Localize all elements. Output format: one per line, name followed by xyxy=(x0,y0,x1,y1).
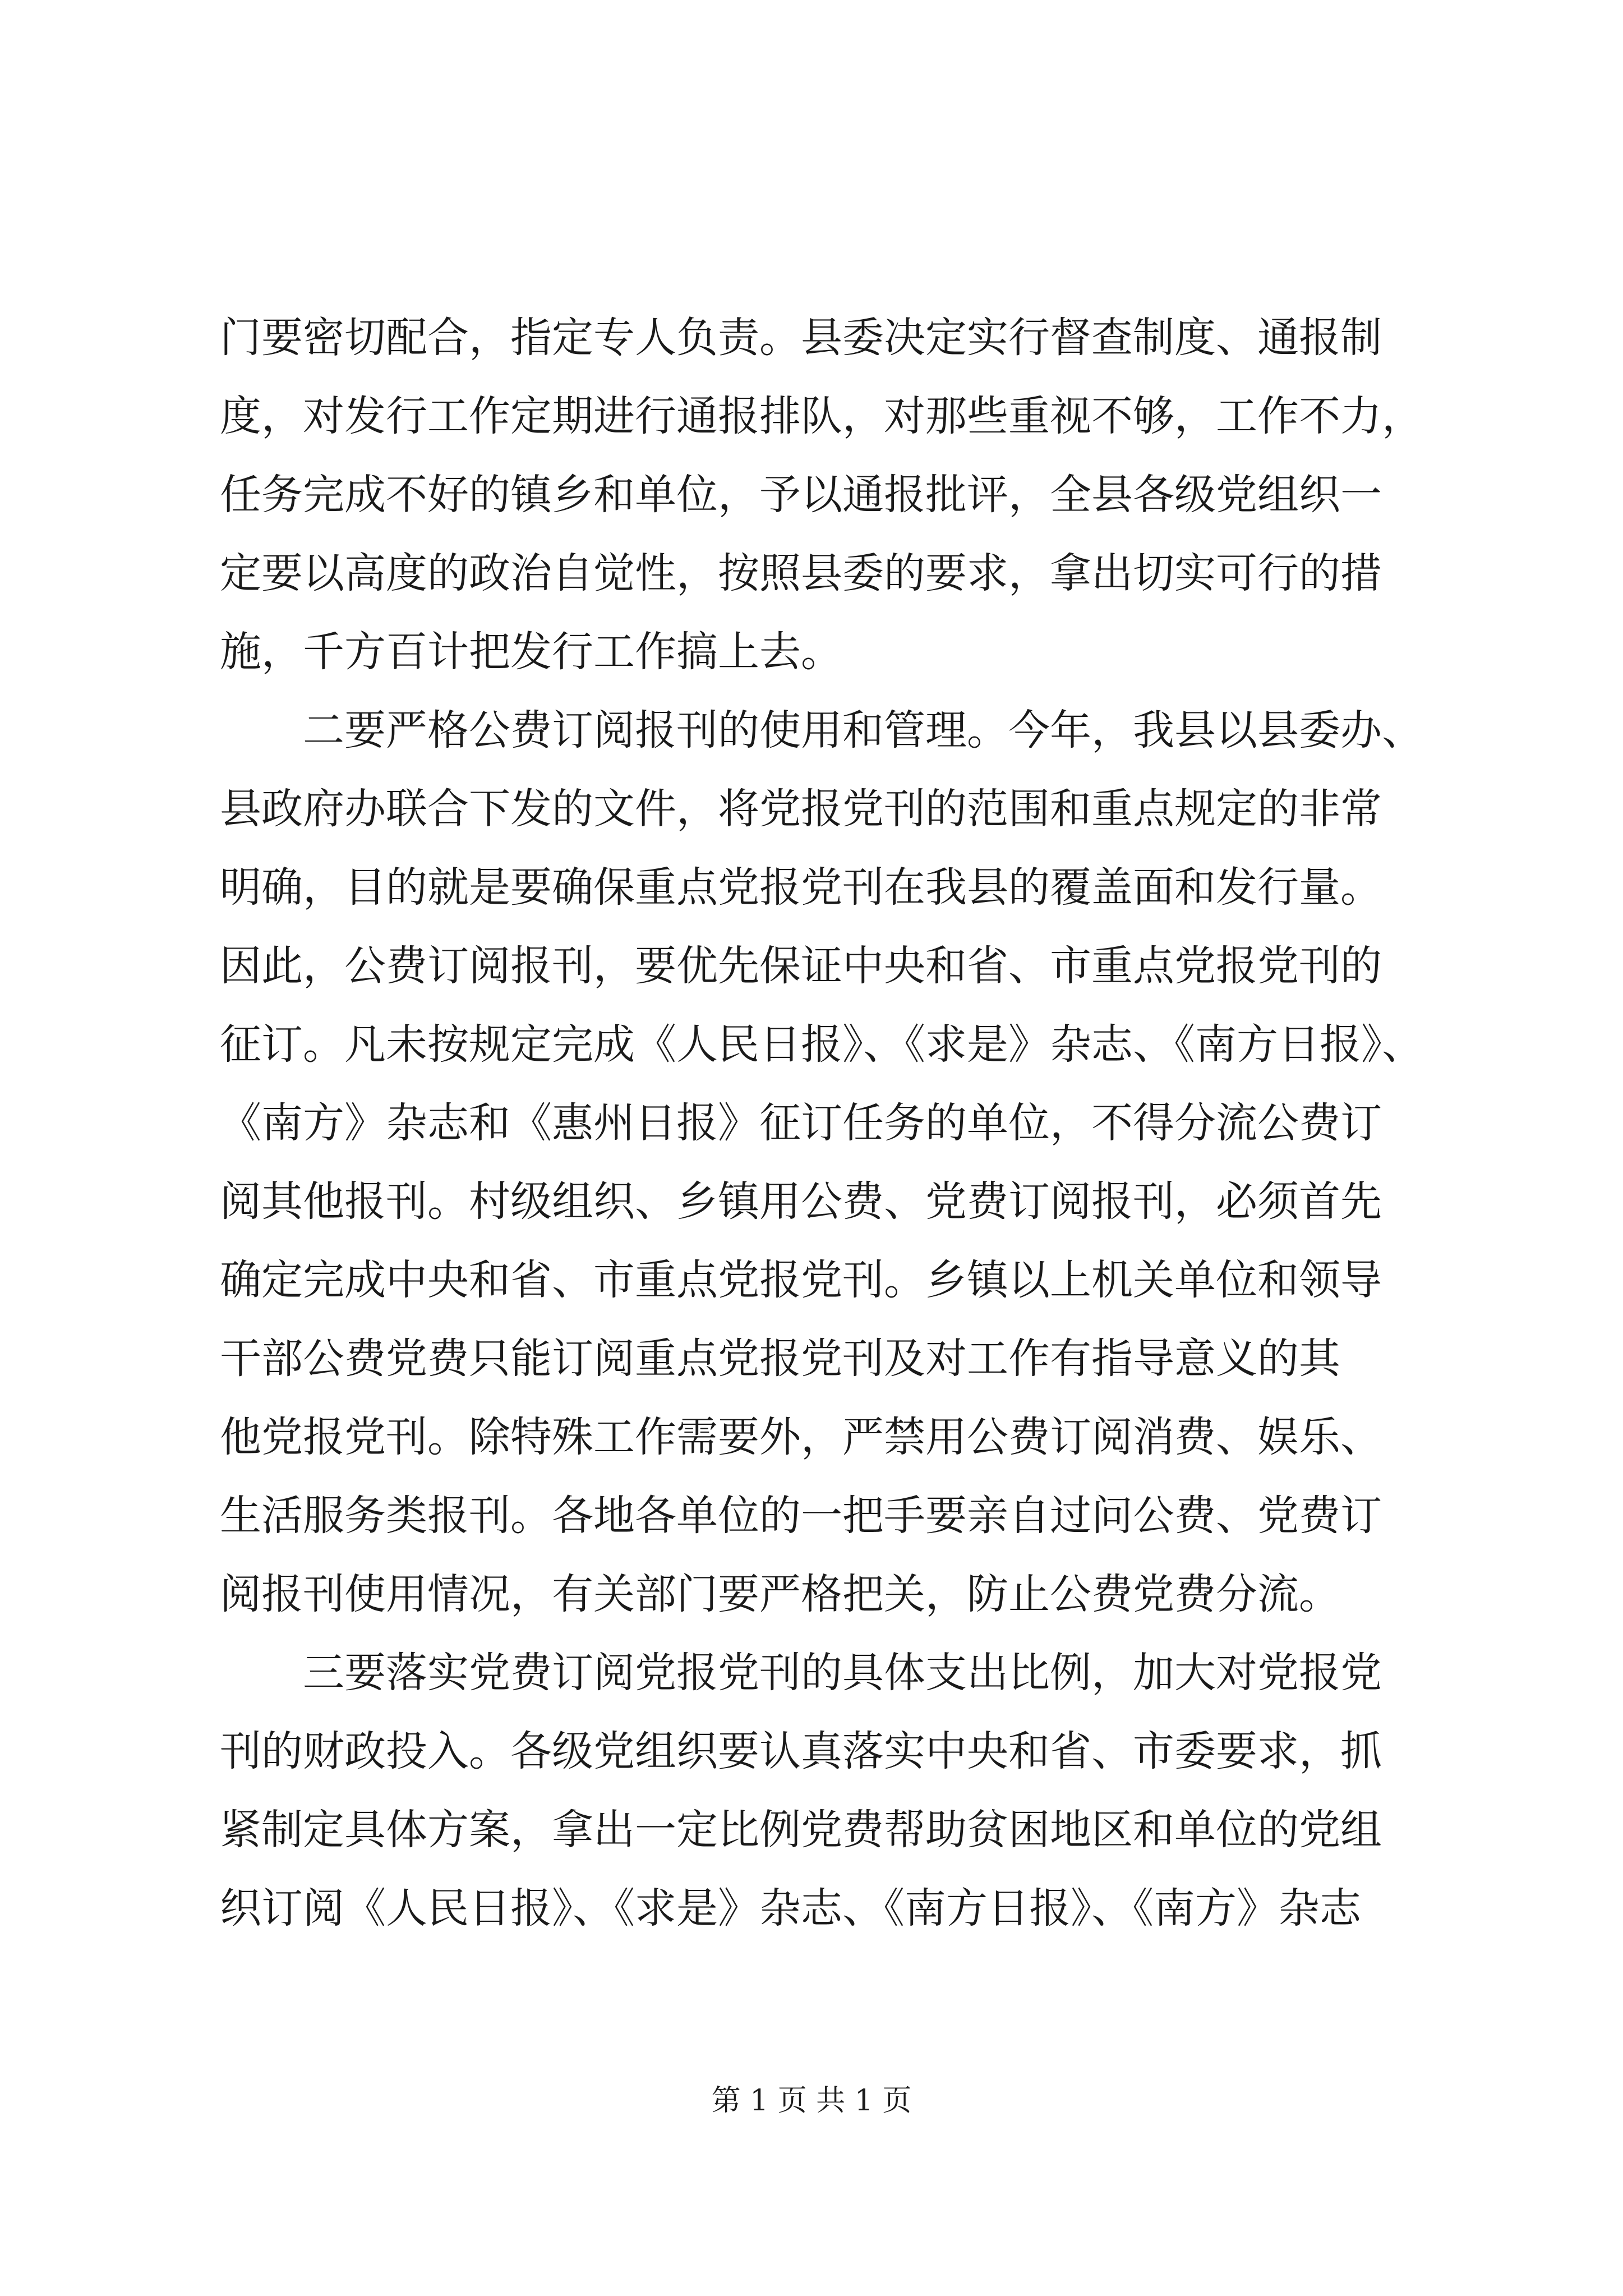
body-text-line: 生活服务类报刊。各地各单位的一把手要亲自过问公费、党费订 xyxy=(220,1492,1382,1540)
body-text-line: 县政府办联合下发的文件，将党报党刊的范围和重点规定的非常 xyxy=(220,785,1382,833)
body-text-line: 他党报党刊。除特殊工作需要外，严禁用公费订阅消费、娱乐、 xyxy=(220,1413,1382,1461)
body-text-line: 《南方》杂志和《惠州日报》征订任务的单位，不得分流公费订 xyxy=(220,1099,1382,1147)
body-text-line: 阅报刊使用情况，有关部门要严格把关，防止公费党费分流。 xyxy=(220,1570,1340,1618)
body-text-line: 施，千方百计把发行工作搞上去。 xyxy=(220,628,842,676)
body-text-line: 门要密切配合，指定专人负责。县委决定实行督查制度、通报制 xyxy=(220,314,1382,362)
body-text-line: 刊的财政投入。各级党组织要认真落实中央和省、市委要求，抓 xyxy=(220,1727,1382,1775)
paragraph-start-line: 二要严格公费订阅报刊的使用和管理。今年，我县以县委办、 xyxy=(303,706,1423,754)
body-text-line: 阅其他报刊。村级组织、乡镇用公费、党费订阅报刊，必须首先 xyxy=(220,1177,1382,1226)
paragraph-start-line: 三要落实党费订阅党报党刊的具体支出比例，加大对党报党 xyxy=(303,1649,1382,1697)
body-text-line: 干部公费党费只能订阅重点党报党刊及对工作有指导意义的其 xyxy=(220,1335,1340,1383)
body-text-line: 因此，公费订阅报刊，要优先保证中央和省、市重点党报党刊的 xyxy=(220,942,1382,990)
body-text-line: 织订阅《人民日报》、《求是》杂志、《南方日报》、《南方》杂志 xyxy=(220,1884,1361,1932)
body-text-line: 任务完成不好的镇乡和单位，予以通报批评，全县各级党组织一 xyxy=(220,471,1382,519)
body-text-line: 度，对发行工作定期进行通报排队，对那些重视不够，工作不力， xyxy=(220,392,1423,440)
body-text-line: 定要以高度的政治自觉性，按照县委的要求，拿出切实可行的措 xyxy=(220,549,1382,597)
body-text-line: 确定完成中央和省、市重点党报党刊。乡镇以上机关单位和领导 xyxy=(220,1256,1382,1304)
body-text-line: 明确，目的就是要确保重点党报党刊在我县的覆盖面和发行量。 xyxy=(220,863,1382,912)
page-number-footer: 第 1 页 共 1 页 xyxy=(711,2084,912,2118)
body-text-line: 紧制定具体方案，拿出一定比例党费帮助贫困地区和单位的党组 xyxy=(220,1806,1382,1854)
body-text-line: 征订。凡未按规定完成《人民日报》、《求是》杂志、《南方日报》、 xyxy=(220,1020,1423,1069)
